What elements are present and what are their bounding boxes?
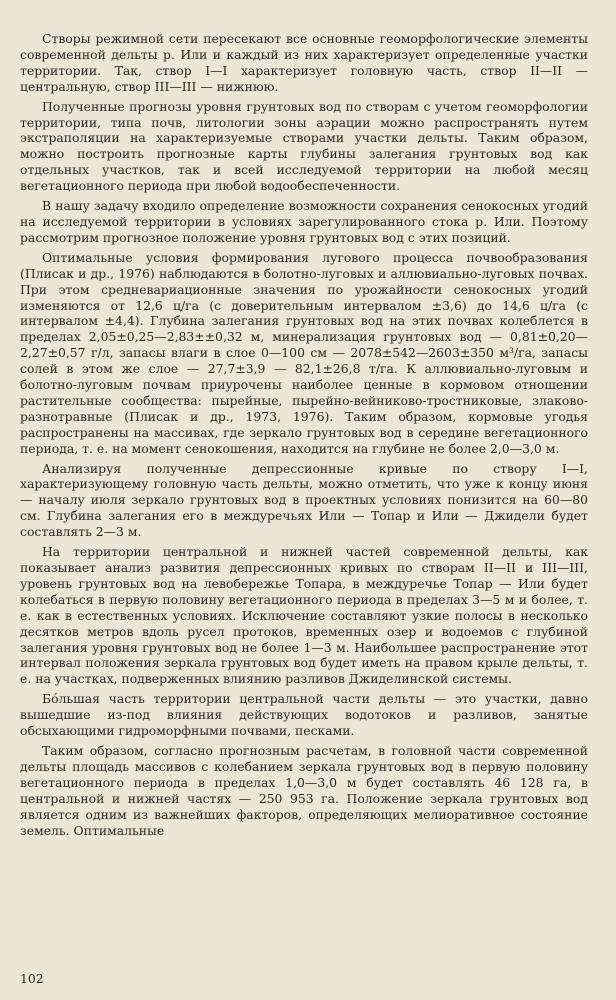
paragraph-7: Бóльшая часть территории центральной части дельты — это участки, давно вышедшие из-под влияния действующих водотоков и разливов, занятые обсыхающими гидроморфными почвами, песками.	[20, 691, 588, 739]
paragraph-3: В нашу задачу входило определение возможности сохранения сенокосных угодий на исследуемой территории в условиях зарегулированного стока р. Или. Поэтому рассмотрим прогнозное положение уровня грунтовых вод с этих позиций.	[20, 198, 588, 245]
paragraph-4: Оптимальные условия формирования лугового процесса почвообразования (Плисак и др., 1976) наблюдаются в болотно-луговых и аллювиально-луговых почвах. При этом средневариационные значения по урожайности сенокосных угодий изменяются от 12,6 ц/га (с доверительным интервалом ±3,6) до 14,6 ц/га (с интервалом ±4,4). Глубина залегания грунтовых вод на этих почвах колеблется в пределах 2,05±0,25—2,83±±0,32 м, минерализация грунтовых вод — 0,81±0,20—2,27±0,57 г/л, запасы влаги в слое 0—100 см — 2078±542—2603±350 м³/га, запасы солей в этом же слое — 27,7±3,9 — 82,1±26,8 т/га. К аллювиально-луговым и болотно-луговым почвам приурочены наиболее ценные в кормовом отношении растительные сообщества: пырейные, пырейно-вейниково-тростниковые, злаково-разнотравные (Плисак и др., 1973, 1976). Таким образом, кормовые угодья распространены на массивах, где зеркало грунтовых вод в середине вегетационного периода, т. е. на момент сенокошения, находится на глубине не более 2,0—3,0 м.	[20, 249, 588, 456]
paragraph-8: Таким образом, согласно прогнозным расчетам, в головной части современной дельты площадь массивов с колебанием зеркала грунтовых вод в первую половину вегетационного периода в пределах 1,0—3,0 м будет составлять 46 128 га, в центральной и нижней частях — 250 953 га. Положение зеркала грунтовых вод является одним из важнейших факторов, определяющих мелиоративное состояние земель. Оптимальные	[20, 742, 588, 838]
paragraph-5: Анализируя полученные депрессионные кривые по створу I—I, характеризующему головную часть дельты, можно отметить, что уже к концу июня — началу июля зеркало грунтовых вод в проектных условиях понизится на 60—80 см. Глубина залегания его в междуречьях Или — Топар и Или — Джидели будет составлять 2—3 м.	[20, 460, 588, 540]
paragraph-6: На территории центральной и нижней частей современной дельты, как показывает анализ развития депрессионных кривых по створам II—II и III—III, уровень грунтовых вод на левобережье Топара, в междуречье Топар — Или будет колебаться в первую половину вегетационного периода в пределах 3—5 м и более, т. е. как в естественных условиях. Исключение составляют узкие полосы в несколько десятков метров вдоль русел протоков, временных озер и водоемов с глубиной залегания уровня грунтовых вод не более 1—3 м. Наибольшее распространение этот интервал положения зеркала грунтовых вод будет иметь на правом крыле дельты, т. е. на участках, подверженных влиянию разливов Джиделинской системы.	[20, 544, 588, 687]
page-number: 102	[20, 971, 44, 986]
paragraph-1: Створы режимной сети пересекают все основные геоморфологические элементы современной дельты р. Или и каждый из них характеризует определенные участки территории. Так, створ I—I характеризует головную часть, створ II—II — центральную, створ III—III — нижнюю.	[20, 31, 588, 94]
paragraph-2: Полученные прогнозы уровня грунтовых вод по створам с учетом геоморфологии территории, типа почв, литологии зоны аэрации можно распространять путем экстраполяции на характеризуемые створами участки дельты. Таким образом, можно построить прогнозные карты глубины залегания грунтовых вод как отдельных участков, так и всей исследуемой территории на любой месяц вегетационного периода при любой водообеспеченности.	[20, 98, 588, 194]
page-body	[20, 31, 588, 842]
